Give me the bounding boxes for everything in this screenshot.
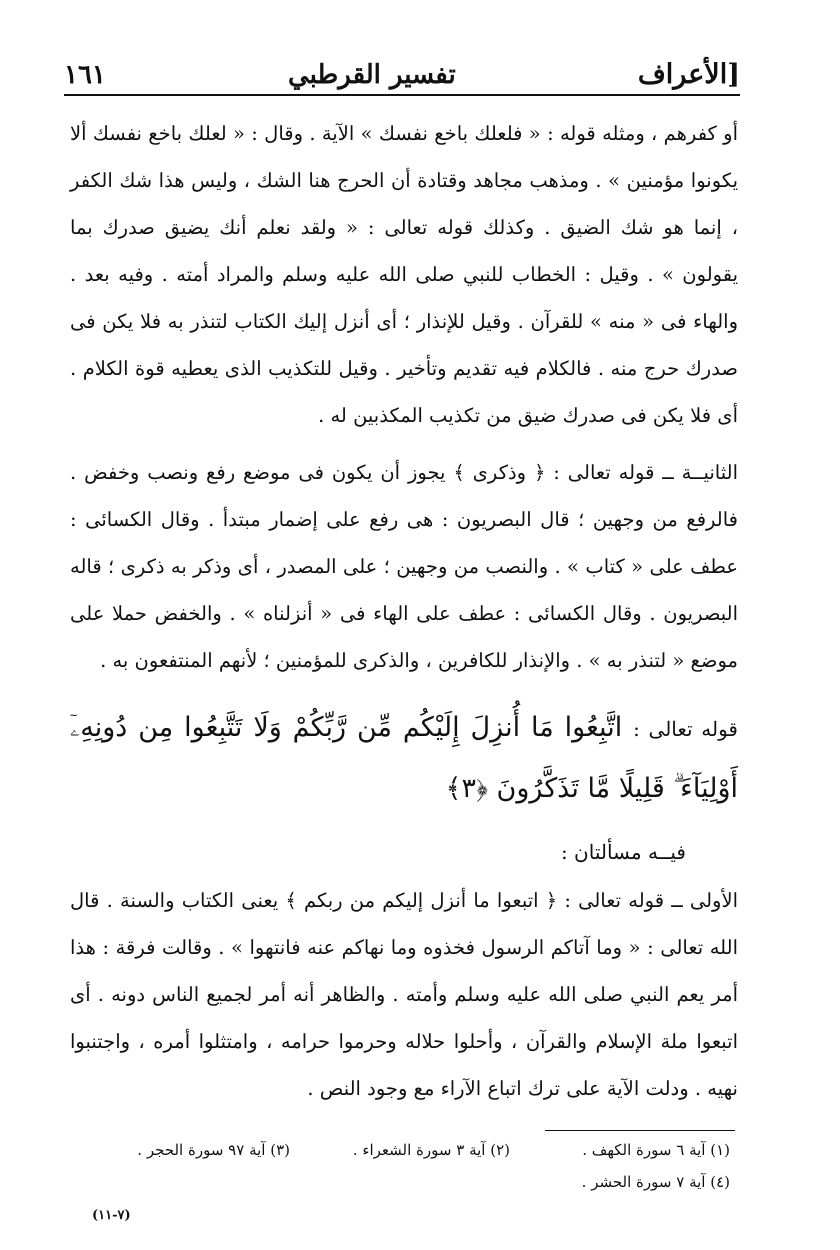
verse-text: اتَّبِعُوا مَا أُنزِلَ إِلَيْكُم مِّن رَّبِّكُمْ وَلَا تَتَّبِعُوا مِن دُونِهِۦٓ أَوْلِيَآءَ ۗ قَلِيلًا مَّا تَذَكَّرُونَ ﴿٣﴾: [70, 712, 738, 804]
footnote-3: (٣) آية ٩٧ سورة الحجر .: [137, 1141, 290, 1159]
paragraph-2: الثانيــة ــ قوله تعالى : ﴿ وذكرى ﴾ يجوز أن يكون فى موضع رفع ونصب وخفض . فالرفع من وجهين ؛ قال البصريون : هى رفع على إضمار مبتدأ . وقال الكسائى : عطف على « كتاب » . والنصب من وجهين ؛ على المصدر ، أى وذكر به ذكرى ؛ قاله البصريون . وقال الكسائى : عطف على الهاء فى « أنزلناه » . والخفض حملا على موضع « لتنذر به » . والإنذار للكافرين ، والذكرى للمؤمنين ؛ لأنهم المنتفعون به .: [70, 461, 738, 672]
page-number: ١٦١: [64, 60, 106, 90]
printer-signature: (٧-١١): [92, 1208, 131, 1223]
paragraph-1: أو كفرهم ، ومثله قوله : « فلعلك باخع نفسك » الآية . وقال : « لعلك باخع نفسك ألا يكونوا مؤمنين » . ومذهب مجاهد وقتادة أن الحرج هنا الشك ، وليس هذا شك الكفر ، إنما هو شك الضيق . وكذلك قوله تعالى : « ولقد نعلم أنك يضيق صدرك بما يقولون » . وقيل : الخطاب للنبي صلى الله عليه وسلم والمراد أمته . وفيه بعد . والهاء فى « منه » للقرآن . وقيل للإنذار ؛ أى أنزل إليك الكتاب لتنذر به فلا يكن فى صدرك حرج منه . فالكلام فيه تقديم وتأخير . وقيل للتكذيب الذى يعطيه قوة الكلام . أى فلا يكن فى صدرك ضيق من تكذيب المكذبين له .: [70, 122, 738, 427]
footnote-4: (٤) آية ٧ سورة الحشر .: [581, 1173, 730, 1191]
header-rule: [64, 94, 740, 96]
commentary-body: [70, 110, 738, 1112]
footnote-row: [70, 1134, 730, 1166]
section-subheading: فيــه مسألتان :: [560, 840, 686, 864]
footnote-row: [70, 1166, 730, 1198]
paragraph-3: الأولى ــ قوله تعالى : ﴿ اتبعوا ما أنزل إليكم من ربكم ﴾ يعنى الكتاب والسنة . قال الله تعالى : « وما آتاكم الرسول فخذوه وما نهاكم عنه فانتهوا » . وقالت فرقة : هذا أمر يعم النبي صلى الله عليه وسلم وأمته . والظاهر أنه أمر لجميع الناس دونه . أى اتبعوا ملة الإسلام والقرآن ، وأحلوا حلاله وحرموا حرامه ، وامتثلوا أمره ، واجتنبوا نهيه . ودلت الآية على ترك اتباع الآراء مع وجود النص .: [70, 889, 738, 1100]
running-header: [64, 40, 740, 90]
book-title: تفسير القرطبي: [288, 60, 456, 90]
surah-name: [الأعراف: [637, 59, 740, 90]
footnote-2: (٢) آية ٣ سورة الشعراء .: [352, 1141, 510, 1159]
footnotes: [70, 1134, 730, 1198]
footnote-1: (١) آية ٦ سورة الكهف .: [582, 1141, 730, 1159]
verse-intro: قوله تعالى :: [633, 717, 738, 741]
quranic-verse: [70, 698, 738, 819]
footnote-rule: [545, 1130, 735, 1131]
